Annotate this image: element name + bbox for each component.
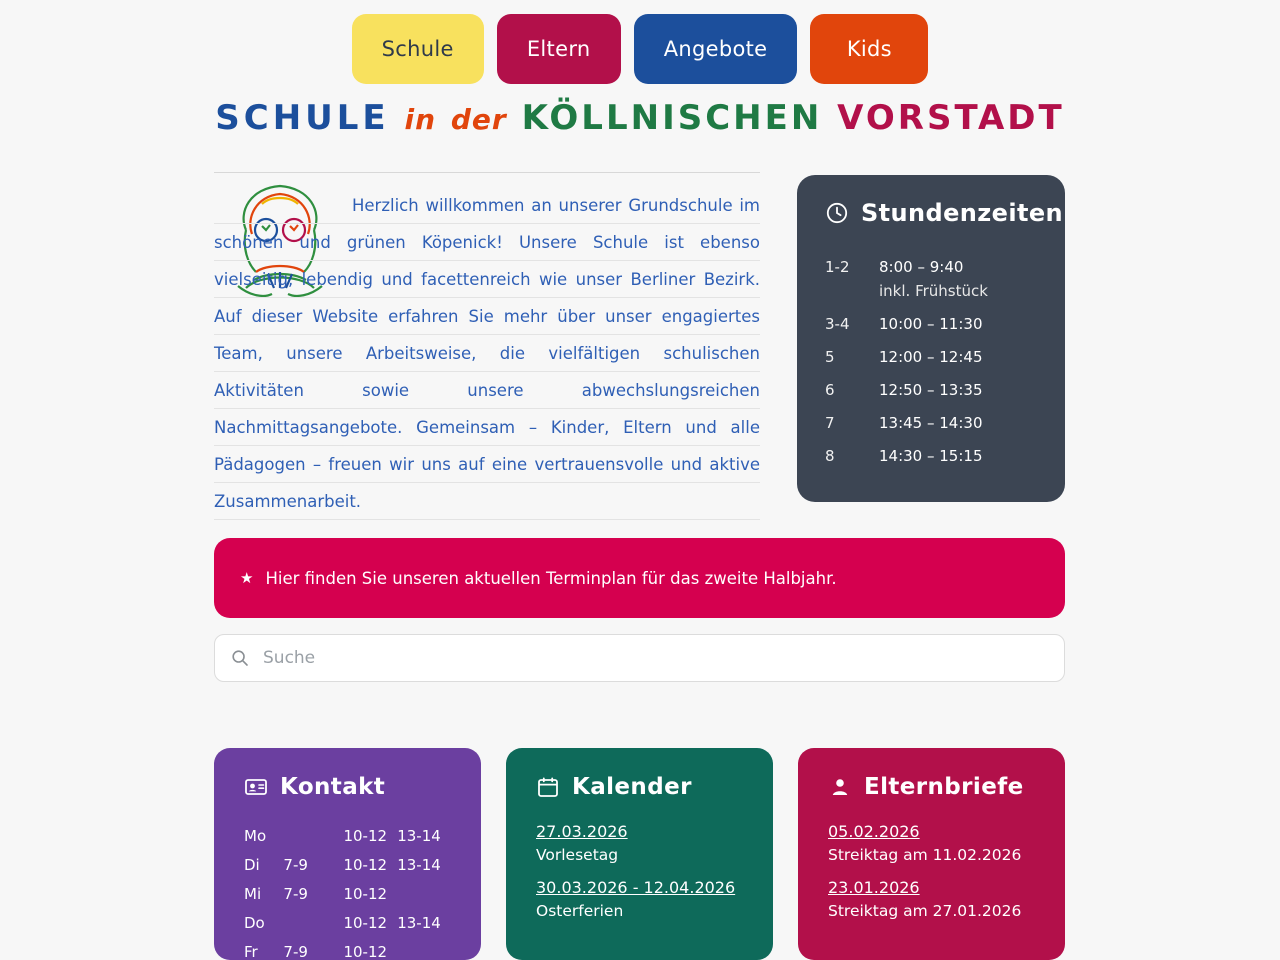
- hours-label: 1-2: [825, 258, 850, 276]
- intro-text: Herzlich willkommen an unserer Grundschule im schönen und grünen Köpenick! Unsere Schule ist ebenso vielseitig, lebendig und facettenreich wie unser Berliner Bezirk. Auf dieser Website erfahren Sie mehr über unser engagiertes Team, unsere Arbeitsweise, die vielfältigen schulischen Aktivitäten sowie unsere abwechslungsreichen Nachmittagsangebote. Gemeinsam – Kinder, Eltern und alle Pädagogen – freuen wir uns auf eine vertrauensvolle und aktive Zusammenarbeit.: [214, 187, 760, 520]
- stundenzeiten-card: [797, 175, 1065, 502]
- kontakt-day: Mo: [244, 827, 267, 845]
- search-input[interactable]: [261, 647, 1041, 669]
- kontakt-slot1: 7-9: [283, 943, 308, 960]
- nav-label-angebote: Angebote: [663, 37, 768, 61]
- kalender-entry-date[interactable]: 30.03.2026 - 12.04.2026: [536, 878, 736, 897]
- kontakt-slot1: [283, 909, 343, 938]
- kontakt-slot3: [397, 938, 451, 960]
- banner-text: Hier finden Sie unseren aktuellen Terminplan für das zweite Halbjahr.: [265, 568, 837, 588]
- kontakt-day: Fr: [244, 943, 258, 960]
- nav-label-kids: Kids: [846, 37, 892, 61]
- table-row: [244, 938, 451, 960]
- elternbriefe-header: [798, 774, 1065, 800]
- elternbriefe-entries: [798, 822, 1065, 920]
- kontakt-slot2: 10-12: [343, 943, 388, 960]
- hours-time: 13:45 – 14:30: [879, 414, 983, 432]
- nav-item-eltern[interactable]: [497, 14, 621, 84]
- nav-item-angebote[interactable]: [634, 14, 798, 84]
- nav-item-schule[interactable]: [352, 14, 484, 84]
- stundenzeiten-title: Stundenzeiten: [861, 199, 1063, 227]
- search-bar[interactable]: [214, 634, 1065, 682]
- list-item[interactable]: [828, 822, 1035, 864]
- title-part-schule: SCHULE: [215, 98, 390, 138]
- hours-row: [825, 345, 1037, 369]
- table-row: [244, 822, 451, 851]
- kalender-header: [506, 774, 773, 800]
- hours-row: [825, 444, 1037, 468]
- site-title: [0, 98, 1280, 138]
- kontakt-hours-table: [214, 822, 481, 960]
- hours-label: 3-4: [825, 315, 850, 333]
- calendar-icon: [536, 775, 560, 799]
- hours-time: 12:00 – 12:45: [879, 348, 983, 366]
- kalender-entry-date[interactable]: 27.03.2026: [536, 822, 628, 841]
- kalender-entry-desc: Vorlesetag: [536, 846, 619, 864]
- search-icon: [231, 649, 249, 667]
- kalender-entries: [506, 822, 773, 920]
- person-icon: [828, 775, 852, 799]
- kontakt-slot1: 7-9: [283, 885, 308, 903]
- kontakt-header: [214, 774, 481, 800]
- kontakt-card: [214, 748, 481, 960]
- nav-label-eltern: Eltern: [526, 37, 591, 61]
- kontakt-slot1: [283, 822, 343, 851]
- hours-time: 8:00 – 9:40: [879, 258, 964, 276]
- kontakt-slot3: 13-14: [397, 827, 441, 845]
- hours-label: 7: [825, 414, 835, 432]
- kontakt-slot3: 13-14: [397, 914, 441, 932]
- hours-row: [825, 411, 1037, 435]
- kalender-entry-desc: Osterferien: [536, 902, 624, 920]
- elternbrief-date[interactable]: 23.01.2026: [828, 878, 920, 897]
- terminplan-banner[interactable]: [214, 538, 1065, 618]
- contact-card-icon: [244, 775, 268, 799]
- kontakt-slot2: 10-12: [343, 856, 388, 874]
- table-row: [244, 851, 451, 880]
- hours-label: 8: [825, 447, 835, 465]
- kontakt-slot1: 7-9: [283, 856, 308, 874]
- kontakt-slot2: 10-12: [343, 914, 388, 932]
- hours-time: 14:30 – 15:15: [879, 447, 983, 465]
- elternbrief-desc: Streiktag am 27.01.2026: [828, 902, 1022, 920]
- star-icon: ★: [240, 569, 254, 587]
- title-part-vorstadt: VORSTADT: [837, 98, 1065, 138]
- stundenzeiten-list: [797, 255, 1065, 468]
- list-item[interactable]: [536, 822, 743, 864]
- kontakt-slot2: 10-12: [343, 885, 388, 903]
- hours-time: 12:50 – 13:35: [879, 381, 983, 399]
- elternbrief-date[interactable]: 05.02.2026: [828, 822, 920, 841]
- nav-label-schule: Schule: [381, 37, 454, 61]
- kontakt-day: Do: [244, 914, 265, 932]
- hours-row: [825, 255, 1037, 303]
- hours-row: [825, 312, 1037, 336]
- kontakt-day: Di: [244, 856, 260, 874]
- title-part-in: in: [404, 103, 437, 136]
- intro-block: [214, 172, 760, 520]
- stundenzeiten-header: [797, 199, 1065, 227]
- main-navigation: [0, 14, 1280, 84]
- kontakt-slot3: 13-14: [397, 856, 441, 874]
- hours-time: 10:00 – 11:30: [879, 315, 983, 333]
- kalender-title: Kalender: [572, 774, 692, 800]
- kontakt-slot3: [397, 880, 451, 909]
- title-part-koellnischen: KÖLLNISCHEN: [521, 98, 823, 138]
- info-cards: [214, 748, 1065, 960]
- kontakt-title: Kontakt: [280, 774, 386, 800]
- hours-label: 6: [825, 381, 835, 399]
- elternbrief-desc: Streiktag am 11.02.2026: [828, 846, 1022, 864]
- list-item[interactable]: [536, 878, 743, 920]
- hours-sub: inkl. Frühstück: [879, 282, 988, 300]
- kalender-card: [506, 748, 773, 960]
- nav-item-kids[interactable]: [810, 14, 928, 84]
- kontakt-slot2: 10-12: [343, 827, 388, 845]
- list-item[interactable]: [828, 878, 1035, 920]
- elternbriefe-title: Elternbriefe: [864, 774, 1024, 800]
- hours-label: 5: [825, 348, 835, 366]
- table-row: [244, 880, 451, 909]
- hours-row: [825, 378, 1037, 402]
- kontakt-day: Mi: [244, 885, 262, 903]
- title-part-der: der: [450, 103, 507, 136]
- elternbriefe-card: [798, 748, 1065, 960]
- table-row: [244, 909, 451, 938]
- clock-icon: [825, 201, 849, 225]
